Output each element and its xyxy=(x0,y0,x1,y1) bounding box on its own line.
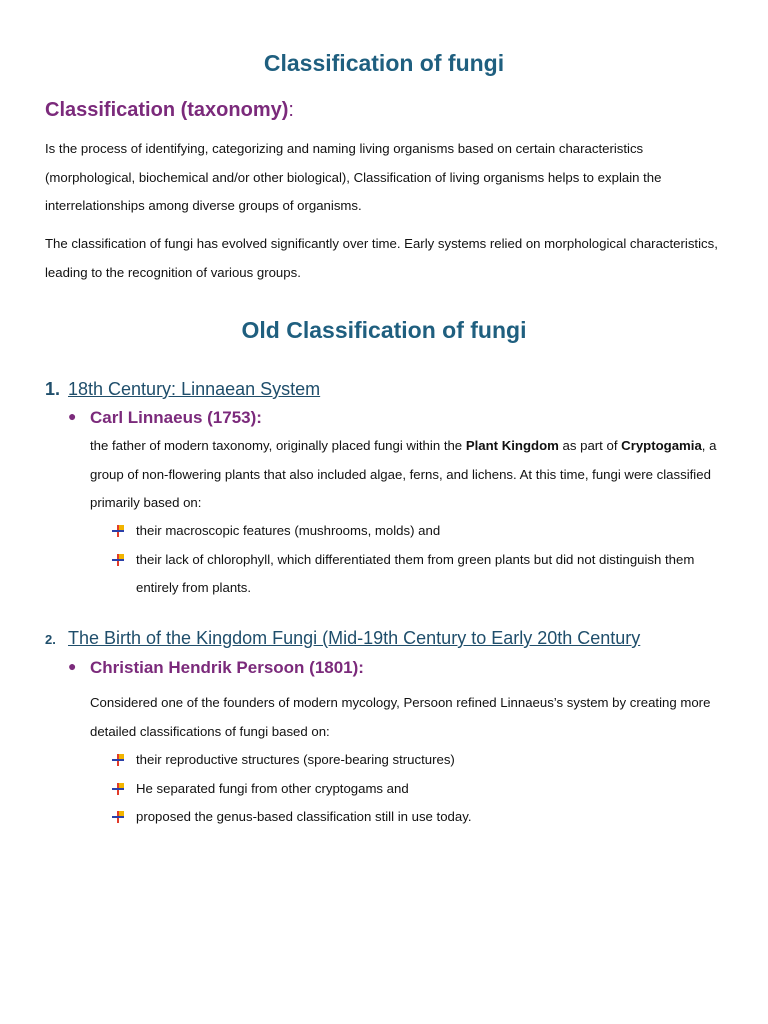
linnaeus-name: Carl Linnaeus (1753): xyxy=(90,408,262,427)
linnaeus-text-c: as part of xyxy=(558,438,622,453)
section-2-heading xyxy=(45,628,640,649)
taxonomy-heading xyxy=(45,99,294,122)
plus-bullet-icon xyxy=(112,783,124,795)
list-item-text: proposed the genus-based classification still in use today. xyxy=(136,809,472,824)
evolution-paragraph: The classification of fungi has evolved significantly over time. Early systems relied on morphological characteristics, leading to the recognition of various groups. xyxy=(45,236,718,280)
linnaeus-description xyxy=(90,432,730,518)
dot-bullet-icon: ● xyxy=(68,408,77,424)
taxonomy-heading-colon: : xyxy=(288,99,294,121)
persoon-name: Christian Hendrik Persoon (1801): xyxy=(90,658,364,677)
page-title: Classification of fungi xyxy=(263,50,505,76)
list-item xyxy=(112,803,732,832)
linnaeus-bullet xyxy=(68,408,262,428)
cryptogamia-term: Cryptogamia xyxy=(621,438,702,453)
persoon-criteria-list xyxy=(112,746,732,832)
section-1-number: 1. xyxy=(45,379,61,399)
plus-bullet-icon xyxy=(112,811,124,823)
plus-bullet-icon xyxy=(112,554,124,566)
taxonomy-paragraph: Is the process of identifying, categorizing and naming living organisms based on certain characteristics (morphological, biochemical and/or other biological), Classification of living organisms helps to explain the interrelationships among diverse groups of organisms. xyxy=(45,141,662,213)
old-classification-title: Old Classification of fungi xyxy=(241,317,527,343)
persoon-bullet xyxy=(68,658,364,678)
linnaeus-criteria-list xyxy=(112,517,732,603)
section-2-number: 2. xyxy=(45,632,56,647)
dot-bullet-icon: ● xyxy=(68,658,77,674)
plus-bullet-icon xyxy=(112,754,124,766)
list-item xyxy=(112,517,732,546)
list-item xyxy=(112,546,732,603)
list-item-text: He separated fungi from other cryptogams and xyxy=(136,780,409,796)
list-item-text: their macroscopic features (mushrooms, molds) and xyxy=(136,523,441,538)
linnaeus-text-a: the father of modern taxonomy, originally placed fungi within the xyxy=(90,438,466,453)
list-item xyxy=(112,746,732,775)
linnaeus-text-e: , a group of non-flowering plants that also included algae, ferns, and lichens. At this time, fungi were classified primarily based on: xyxy=(90,438,717,510)
list-item-text: their lack of chlorophyll, which differentiated them from green plants but did not distinguish them entirely from plants. xyxy=(136,551,695,595)
list-item xyxy=(112,775,732,804)
section-2-title: The Birth of the Kingdom Fungi (Mid-19th Century to Early 20th Century xyxy=(68,628,641,648)
plus-bullet-icon xyxy=(112,525,124,537)
section-1-heading xyxy=(45,379,320,400)
taxonomy-heading-text: Classification (taxonomy) xyxy=(45,99,289,121)
plant-kingdom-term: Plant Kingdom xyxy=(465,438,559,453)
section-1-title: 18th Century: Linnaean System xyxy=(68,379,321,399)
persoon-description: Considered one of the founders of modern mycology, Persoon refined Linnaeus’s system by creating more detailed classifications of fungi based on: xyxy=(90,695,711,739)
list-item-text: their reproductive structures (spore-bearing structures) xyxy=(136,752,455,767)
